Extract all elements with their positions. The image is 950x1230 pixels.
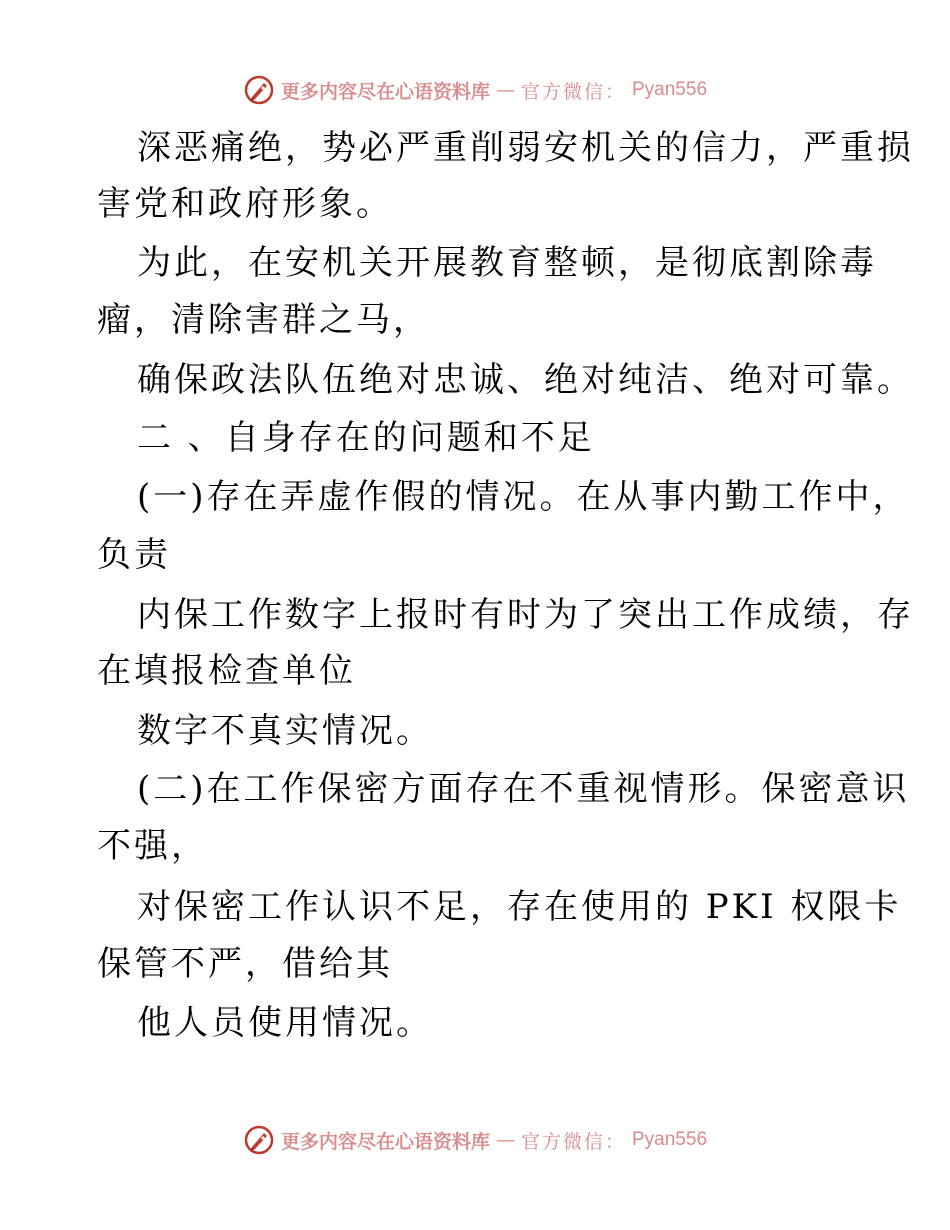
header-site-name: 更多内容尽在心语资料库 [280, 80, 490, 103]
footer-dash: — [495, 1129, 515, 1151]
paragraph-line: 负责 [97, 535, 171, 575]
pen-logo-icon [243, 74, 275, 106]
footer-site-name: 更多内容尽在心语资料库 [280, 1130, 490, 1153]
header-wechat-label: 官方微信： [520, 80, 626, 103]
paragraph-line: 深恶痛绝，势必严重削弱安机关的信力，严重损 [137, 128, 914, 168]
paragraph-line: (一)存在弄虚作假的情况。在从事内勤工作中， [137, 477, 910, 517]
footer-wechat-label: 官方微信： [520, 1130, 626, 1153]
paragraph-line: 害党和政府形象。 [97, 184, 393, 224]
footer-banner [0, 1122, 950, 1158]
paragraph-line: 保管不严，借给其 [97, 944, 393, 984]
header-dash: — [495, 79, 515, 101]
paragraph-line: 内保工作数字上报时有时为了突出工作成绩，存 [137, 595, 914, 635]
paragraph-line: 瘤，清除害群之马， [97, 300, 430, 340]
footer-wechat-id: Pyan556 [632, 1129, 708, 1150]
paragraph-line: 为此，在安机关开展教育整顿，是彻底割除毒 [137, 243, 877, 283]
pen-logo-icon [243, 1124, 275, 1156]
paragraph-line: 不强， [97, 826, 208, 866]
header-wechat-id: Pyan556 [632, 79, 708, 100]
header-banner [0, 72, 950, 108]
paragraph-line: 他人员使用情况。 [137, 1003, 433, 1043]
paragraph-line: (二)在工作保密方面存在不重视情形。保密意识 [137, 769, 910, 809]
paragraph-line: 在填报检查单位 [97, 651, 356, 691]
paragraph-line: 对保密工作认识不足，存在使用的 PKI 权限卡 [137, 887, 902, 927]
paragraph-line: 确保政法队伍绝对忠诚、绝对纯洁、绝对可靠。 [137, 360, 914, 400]
section-heading: 二 、自身存在的问题和不足 [137, 418, 595, 458]
paragraph-line: 数字不真实情况。 [137, 711, 433, 751]
